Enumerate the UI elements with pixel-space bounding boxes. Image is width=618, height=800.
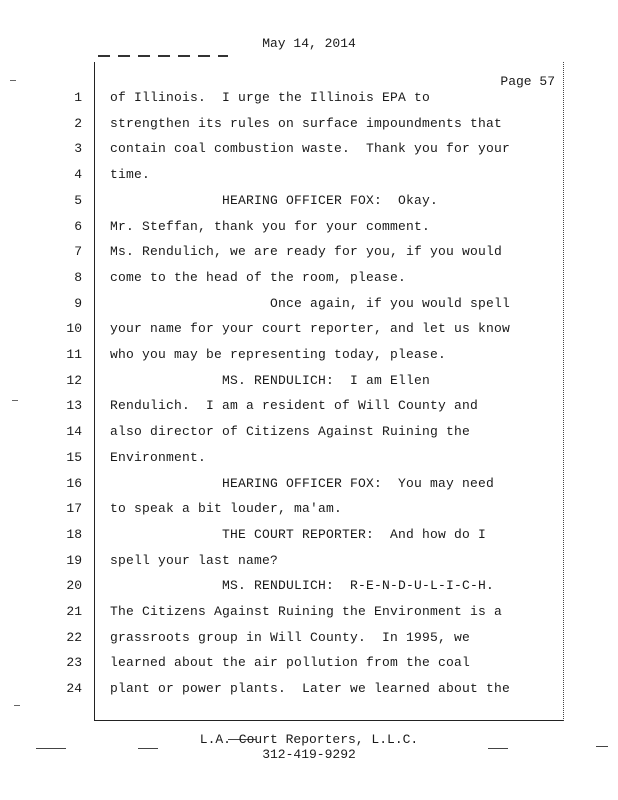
transcript-frame	[94, 62, 564, 721]
top-dashes	[98, 55, 228, 57]
margin-mark	[10, 80, 16, 81]
line-number: 18	[66, 526, 82, 542]
line-number: 15	[66, 449, 82, 465]
transcript-line: The Citizens Against Ruining the Environment is a	[110, 604, 503, 619]
transcript-line: grassroots group in Will County. In 1995, we	[110, 629, 471, 645]
line-number: 1	[74, 90, 82, 105]
line-number: 11	[66, 347, 82, 362]
transcript-line: come to the head of the room, please.	[110, 269, 407, 285]
footer-company: L.A. Court Reporters, L.L.C.	[199, 732, 419, 747]
line-number: 24	[66, 681, 82, 697]
line-number: 2	[74, 115, 82, 131]
footer-phone: 312-419-9292	[262, 747, 356, 762]
line-number: 13	[66, 398, 82, 414]
margin-mark	[12, 400, 18, 401]
transcript-line: who you may be representing today, please.	[110, 347, 447, 362]
transcript-line: Rendulich. I am a resident of Will County and	[110, 398, 479, 414]
line-number: 21	[66, 604, 82, 619]
page-number: Page 57	[500, 74, 555, 89]
transcript-line: Mr. Steffan, thank you for your comment.	[110, 218, 431, 234]
transcript-line: Once again, if you would spell	[110, 295, 511, 311]
transcript-line: contain coal combustion waste. Thank you for your	[110, 141, 511, 157]
transcript-line: time.	[110, 167, 151, 183]
footer	[0, 732, 618, 762]
line-number: 22	[66, 629, 82, 645]
transcript-line: strengthen its rules on surface impoundments that	[110, 115, 503, 131]
transcript-line: learned about the air pollution from the coal	[110, 655, 471, 671]
line-number: 8	[74, 269, 82, 285]
line-number: 3	[74, 141, 82, 157]
line-number: 9	[74, 295, 82, 311]
transcript-line: Ms. Rendulich, we are ready for you, if you would	[110, 244, 503, 260]
transcript-line: HEARING OFFICER FOX: You may need	[110, 475, 495, 491]
transcript-line: also director of Citizens Against Ruining the	[110, 424, 471, 440]
transcript-line: to speak a bit louder, ma'am.	[110, 501, 343, 517]
transcript-line: your name for your court reporter, and let us know	[110, 321, 511, 337]
line-number: 23	[66, 655, 82, 671]
margin-mark	[14, 705, 20, 706]
line-number: 5	[74, 192, 82, 208]
line-number: 12	[66, 372, 82, 388]
transcript-line: MS. RENDULICH: R-E-N-D-U-L-I-C-H.	[110, 578, 495, 594]
line-number: 19	[66, 552, 82, 568]
transcript-line: THE COURT REPORTER: And how do I	[110, 526, 487, 542]
line-number: 14	[66, 424, 82, 440]
transcript-line: Environment.	[110, 449, 207, 465]
line-number: 16	[66, 475, 82, 491]
transcript-line: HEARING OFFICER FOX: Okay.	[110, 192, 439, 208]
line-number: 7	[74, 244, 82, 260]
transcript-line: plant or power plants. Later we learned about the	[110, 681, 511, 697]
line-number: 6	[74, 218, 82, 234]
line-number: 17	[66, 501, 82, 517]
transcript-line: of Illinois. I urge the Illinois EPA to	[110, 90, 431, 105]
line-number: 10	[66, 321, 82, 337]
transcript-line: spell your last name?	[110, 552, 279, 568]
transcript-line: MS. RENDULICH: I am Ellen	[110, 372, 431, 388]
line-number: 20	[66, 578, 82, 594]
header-date: May 14, 2014	[262, 36, 356, 51]
line-number: 4	[74, 167, 82, 183]
